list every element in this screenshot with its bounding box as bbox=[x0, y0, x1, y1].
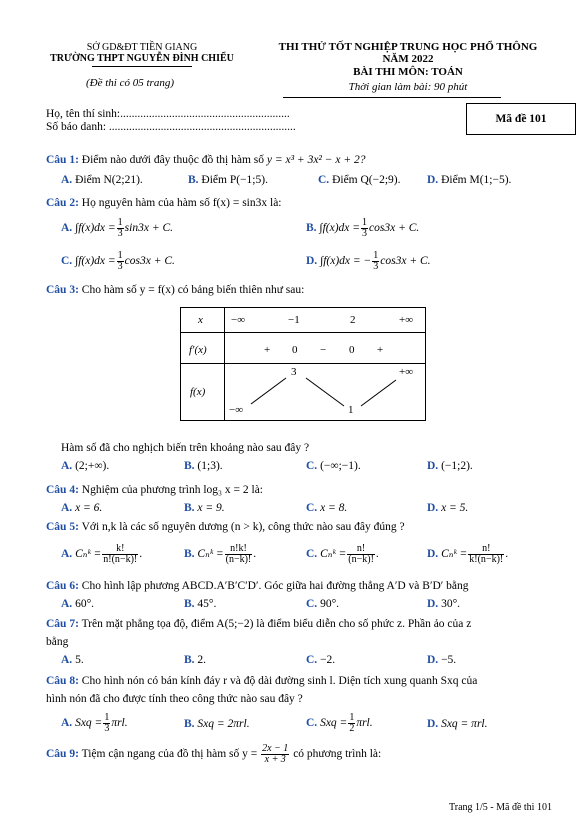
q2-option-d-label: D. bbox=[306, 255, 318, 268]
q5-option-a-label: A. bbox=[61, 548, 73, 561]
q6-option-a-text: 60°. bbox=[75, 598, 95, 610]
q7-option-d-label: D. bbox=[427, 654, 439, 666]
q7-option-b-text: 2. bbox=[197, 654, 207, 666]
q2-option-b-post: cos3x + C. bbox=[369, 222, 420, 235]
question-5-text: Với n,k là các số nguyên dương (n > k), công thức nào sau đây đúng ? bbox=[81, 521, 405, 533]
q7-option-b[interactable] bbox=[184, 653, 206, 667]
q3-option-b-text: (1;3). bbox=[197, 460, 223, 472]
table-x-val-1: −∞ bbox=[231, 314, 246, 326]
question-3-label: Câu 3: bbox=[46, 284, 79, 296]
q4-option-b[interactable] bbox=[184, 501, 225, 515]
header-underline bbox=[283, 97, 501, 98]
question-3-text: Cho hàm số y = f(x) có bảng biến thiên như sau: bbox=[81, 284, 305, 296]
q5-option-c[interactable]: C. Cₙᵏ = $\frac{n!}{(n-k)!}$ . bbox=[306, 543, 379, 565]
question-3-prompt: Hàm số đã cho nghịch biến trên khoảng nào sau đây ? bbox=[61, 442, 310, 454]
q4-option-d-text: x = 5. bbox=[441, 502, 469, 514]
q2-option-c-post: cos3x + C. bbox=[124, 255, 175, 268]
table-f-label: f(x) bbox=[190, 386, 206, 398]
q5-option-b-num: n!k! bbox=[225, 544, 253, 555]
q4-option-d[interactable] bbox=[427, 501, 468, 515]
q2-option-b-label: B. bbox=[306, 222, 317, 235]
variation-arrows bbox=[181, 308, 425, 420]
school-name: TRƯỜNG THPT NGUYỄN ĐÌNH CHIỂU bbox=[50, 53, 234, 64]
q5-option-d[interactable]: D. Cₙᵏ = $\frac{n!}{k!(n-k)!}$ . bbox=[427, 543, 509, 565]
q6-option-c-text: 90°. bbox=[320, 598, 340, 610]
school-underline bbox=[92, 66, 192, 67]
q3-option-c-label: C. bbox=[306, 460, 318, 472]
exam-subject: BÀI THI MÔN: TOÁN bbox=[353, 66, 463, 78]
q8-option-a-num: 1 bbox=[104, 712, 110, 723]
q2-option-d-pre: ∫f(x)dx = − bbox=[320, 255, 372, 268]
q1-option-a-label: A. bbox=[61, 174, 73, 186]
q2-option-b-pre: ∫f(x)dx = bbox=[319, 222, 361, 235]
q5-option-d-fraction bbox=[468, 544, 504, 565]
q6-option-b-text: 45°. bbox=[197, 598, 217, 610]
q6-option-d-text: 30°. bbox=[441, 598, 461, 610]
question-8-line-2: hình nón đã cho được tính theo công thức nào sau đây ? bbox=[46, 693, 303, 705]
table-fp-sign-5: + bbox=[377, 344, 384, 356]
q1-option-b-text: Điểm P(−1;5). bbox=[201, 174, 268, 186]
question-9-text: Tiệm cận ngang của đồ thị hàm số y = bbox=[81, 748, 258, 761]
q2-option-a-fraction bbox=[117, 218, 124, 239]
q8-option-b-label: B. bbox=[184, 718, 195, 730]
q5-option-d-num: n! bbox=[468, 544, 504, 555]
question-1-label: Câu 1: bbox=[46, 154, 79, 166]
q3-option-a[interactable] bbox=[61, 459, 109, 473]
q4-option-c-label: C. bbox=[306, 502, 318, 514]
q2-option-d-num: 1 bbox=[373, 250, 379, 261]
q7-option-d[interactable] bbox=[427, 653, 456, 667]
q8-option-c[interactable] bbox=[306, 713, 373, 734]
q7-option-c-text: −2. bbox=[320, 654, 336, 666]
q2-option-a-den: 3 bbox=[117, 228, 123, 239]
q2-option-a-pre: ∫f(x)dx = bbox=[75, 222, 116, 235]
question-4-text: Nghiệm của phương trình log₃ x = 2 là: bbox=[81, 484, 264, 496]
question-1-text: Điểm nào dưới đây thuộc đồ thị hàm số bbox=[81, 154, 265, 166]
q5-option-b-fraction bbox=[225, 544, 253, 565]
q1-option-a-text: Điểm N(2;21). bbox=[75, 174, 143, 186]
q3-option-d[interactable] bbox=[427, 459, 473, 473]
q7-option-a[interactable] bbox=[61, 653, 84, 667]
q4-option-c-text: x = 8. bbox=[320, 502, 348, 514]
pages-note: (Đề thi có 05 trang) bbox=[86, 77, 174, 89]
table-f-val-2: 3 bbox=[291, 366, 297, 378]
q5-option-a-den: n!(n−k)! bbox=[103, 554, 138, 565]
q8-option-a-post: πrl. bbox=[111, 717, 128, 730]
q6-option-c[interactable] bbox=[306, 597, 339, 611]
q1-option-c-label: C. bbox=[318, 174, 330, 186]
q2-option-a-num: 1 bbox=[117, 217, 123, 228]
q6-option-b[interactable] bbox=[184, 597, 216, 611]
q2-option-a-post: sin3x + C. bbox=[124, 222, 174, 235]
q4-option-b-label: B. bbox=[184, 502, 195, 514]
page-footer: Trang 1/5 - Mã đề thi 101 bbox=[449, 802, 552, 813]
q5-option-b-pre: Cₙᵏ = bbox=[197, 548, 224, 561]
q2-option-c-fraction bbox=[117, 251, 124, 272]
q3-option-d-label: D. bbox=[427, 460, 439, 472]
q6-option-a-label: A. bbox=[61, 598, 73, 610]
q2-option-c[interactable] bbox=[61, 251, 175, 272]
q5-option-b-label: B. bbox=[184, 548, 195, 561]
q5-option-b[interactable]: B. Cₙᵏ = $\frac{n!k!}{(n-k)!}$ . bbox=[184, 543, 257, 565]
candidate-id-label: Số báo danh: ................................................................. bbox=[46, 121, 296, 133]
q1-option-c-text: Điểm Q(−2;9). bbox=[332, 174, 401, 186]
q7-option-d-text: −5. bbox=[441, 654, 457, 666]
q2-option-d-fraction bbox=[372, 251, 379, 272]
q8-option-a-label: A. bbox=[61, 717, 73, 730]
q2-option-b[interactable] bbox=[306, 218, 419, 239]
question-3 bbox=[46, 283, 304, 297]
q3-option-b-label: B. bbox=[184, 460, 195, 472]
q8-option-c-pre: Sxq = bbox=[320, 717, 348, 730]
q8-option-a-fraction bbox=[103, 713, 110, 734]
table-x-val-3: 2 bbox=[350, 314, 356, 326]
table-f-val-3: 1 bbox=[348, 404, 354, 416]
exam-title: THI THỬ TỐT NGHIỆP TRUNG HỌC PHỔ THÔNG bbox=[278, 41, 538, 53]
q5-option-c-fraction bbox=[347, 544, 375, 565]
question-6-text: Cho hình lập phương ABCD.A′B′C′D′. Góc giữa hai đường thẳng A′D và B′D′ bằng bbox=[81, 580, 469, 592]
q4-option-a[interactable] bbox=[61, 501, 102, 515]
table-x-val-4: +∞ bbox=[399, 314, 414, 326]
q8-option-a[interactable] bbox=[61, 713, 128, 734]
question-9 bbox=[46, 744, 381, 765]
q5-option-c-label: C. bbox=[306, 548, 318, 561]
q4-option-a-text: x = 6. bbox=[75, 502, 103, 514]
q5-option-a[interactable]: A. Cₙᵏ = $\frac{k!}{n!(n-k)!}$ . bbox=[61, 543, 143, 565]
question-6 bbox=[46, 579, 469, 593]
question-2-text: Họ nguyên hàm của hàm số f(x) = sin3x là: bbox=[81, 197, 282, 209]
q5-option-a-pre: Cₙᵏ = bbox=[75, 548, 102, 561]
q4-option-c[interactable] bbox=[306, 501, 347, 515]
q1-option-a[interactable] bbox=[61, 173, 143, 187]
question-7 bbox=[46, 617, 471, 631]
question-6-label: Câu 6: bbox=[46, 580, 79, 592]
q5-option-b-den: (n−k)! bbox=[225, 554, 252, 565]
table-f-val-4: +∞ bbox=[399, 366, 414, 378]
table-fp-sign-3: − bbox=[320, 344, 327, 356]
q5-option-d-den: k!(n−k)! bbox=[469, 554, 504, 565]
exam-year: NĂM 2022 bbox=[382, 53, 434, 65]
exam-time: Thời gian làm bài: 90 phút bbox=[348, 81, 468, 93]
department-name: SỞ GD&ĐT TIỀN GIANG bbox=[86, 42, 198, 53]
table-x-label: x bbox=[198, 314, 203, 326]
q3-option-a-label: A. bbox=[61, 460, 73, 472]
q5-option-a-fraction bbox=[102, 544, 138, 565]
question-7-line-2: bằng bbox=[46, 636, 69, 648]
q8-option-d-label: D. bbox=[427, 718, 439, 730]
q1-option-b[interactable] bbox=[188, 173, 268, 187]
question-9-den: x + 3 bbox=[264, 754, 286, 765]
question-7-label: Câu 7: bbox=[46, 618, 79, 630]
q8-option-c-post: πrl. bbox=[356, 717, 373, 730]
question-9-label: Câu 9: bbox=[46, 748, 79, 761]
q3-option-c[interactable] bbox=[306, 459, 361, 473]
q2-option-c-num: 1 bbox=[117, 250, 123, 261]
question-9-text-after: có phương trình là: bbox=[293, 748, 382, 761]
q5-option-a-num: k! bbox=[102, 544, 138, 555]
question-7-text: Trên mặt phẳng tọa độ, điểm A(5;−2) là điểm biểu diễn cho số phức z. Phần ảo của z bbox=[81, 618, 472, 630]
q2-option-d[interactable] bbox=[306, 251, 431, 272]
question-1 bbox=[46, 153, 366, 167]
question-2 bbox=[46, 196, 282, 210]
q1-option-d-label: D. bbox=[427, 174, 439, 186]
q5-option-d-label: D. bbox=[427, 548, 439, 561]
q8-option-d-text: Sxq = πrl. bbox=[441, 718, 488, 730]
table-fp-sign-4: 0 bbox=[349, 344, 355, 356]
question-9-fraction bbox=[261, 744, 289, 765]
table-fp-sign-2: 0 bbox=[292, 344, 298, 356]
q2-option-b-fraction bbox=[361, 218, 368, 239]
q5-option-d-pre: Cₙᵏ = bbox=[441, 548, 468, 561]
question-2-label: Câu 2: bbox=[46, 197, 79, 209]
q1-option-c[interactable] bbox=[318, 173, 401, 187]
q8-option-b[interactable] bbox=[184, 717, 250, 731]
q5-option-c-den: (n−k)! bbox=[348, 554, 374, 565]
q8-option-d[interactable] bbox=[427, 717, 487, 731]
q2-option-c-label: C. bbox=[61, 255, 73, 268]
q7-option-c[interactable] bbox=[306, 653, 335, 667]
question-8-text: Cho hình nón có bán kính đáy r và độ dài đường sinh l. Diện tích xung quanh Sxq của bbox=[81, 675, 478, 687]
q2-option-d-den: 3 bbox=[373, 261, 379, 272]
variation-table bbox=[180, 307, 426, 421]
q6-option-c-label: C. bbox=[306, 598, 318, 610]
q3-option-d-text: (−1;2). bbox=[441, 460, 473, 472]
q2-option-b-num: 1 bbox=[362, 217, 368, 228]
table-fp-sign-1: + bbox=[264, 344, 271, 356]
q4-option-a-label: A. bbox=[61, 502, 73, 514]
q6-option-b-label: B. bbox=[184, 598, 195, 610]
question-8-label: Câu 8: bbox=[46, 675, 79, 687]
question-1-function: y = x³ + 3x² − x + 2? bbox=[266, 154, 366, 166]
q7-option-c-label: C. bbox=[306, 654, 318, 666]
q2-option-b-den: 3 bbox=[362, 228, 368, 239]
q7-option-a-label: A. bbox=[61, 654, 73, 666]
q2-option-a-label: A. bbox=[61, 222, 73, 235]
q7-option-a-text: 5. bbox=[75, 654, 84, 666]
q8-option-c-num: 1 bbox=[349, 712, 355, 723]
q5-option-c-pre: Cₙᵏ = bbox=[320, 548, 347, 561]
q3-option-a-text: (2;+∞). bbox=[75, 460, 110, 472]
question-4-label: Câu 4: bbox=[46, 484, 79, 496]
q4-option-b-text: x = 9. bbox=[197, 502, 225, 514]
q5-option-c-num: n! bbox=[347, 544, 375, 555]
q8-option-b-text: Sxq = 2πrl. bbox=[197, 718, 250, 730]
q2-option-c-den: 3 bbox=[117, 261, 123, 272]
question-8 bbox=[46, 674, 477, 688]
q1-option-d-text: Điểm M(1;−5). bbox=[441, 174, 512, 186]
q4-option-d-label: D. bbox=[427, 502, 439, 514]
q8-option-a-den: 3 bbox=[104, 723, 110, 734]
q8-option-c-fraction bbox=[348, 713, 355, 734]
q6-option-d[interactable] bbox=[427, 597, 460, 611]
q3-option-b[interactable] bbox=[184, 459, 223, 473]
q3-option-c-text: (−∞;−1). bbox=[320, 460, 361, 472]
q8-option-a-pre: Sxq = bbox=[75, 717, 103, 730]
question-9-num: 2x − 1 bbox=[262, 743, 289, 754]
q6-option-d-label: D. bbox=[427, 598, 439, 610]
q8-option-c-label: C. bbox=[306, 717, 318, 730]
q6-option-a[interactable] bbox=[61, 597, 94, 611]
q2-option-c-pre: ∫f(x)dx = bbox=[75, 255, 116, 268]
q2-option-a[interactable] bbox=[61, 218, 173, 239]
q2-option-d-post: cos3x + C. bbox=[380, 255, 431, 268]
table-f-val-1: −∞ bbox=[229, 404, 244, 416]
question-5-label: Câu 5: bbox=[46, 521, 79, 533]
candidate-name-label: Họ, tên thí sinh:........................................................... bbox=[46, 108, 290, 120]
q7-option-b-label: B. bbox=[184, 654, 195, 666]
table-x-val-2: −1 bbox=[288, 314, 300, 326]
q1-option-d[interactable] bbox=[427, 173, 511, 187]
q1-option-b-label: B. bbox=[188, 174, 199, 186]
table-fprime-label: f′(x) bbox=[189, 344, 207, 356]
question-5 bbox=[46, 520, 405, 534]
q8-option-c-den: 2 bbox=[349, 723, 355, 734]
exam-code-box: Mã đề 101 bbox=[466, 103, 576, 135]
question-4 bbox=[46, 483, 263, 497]
